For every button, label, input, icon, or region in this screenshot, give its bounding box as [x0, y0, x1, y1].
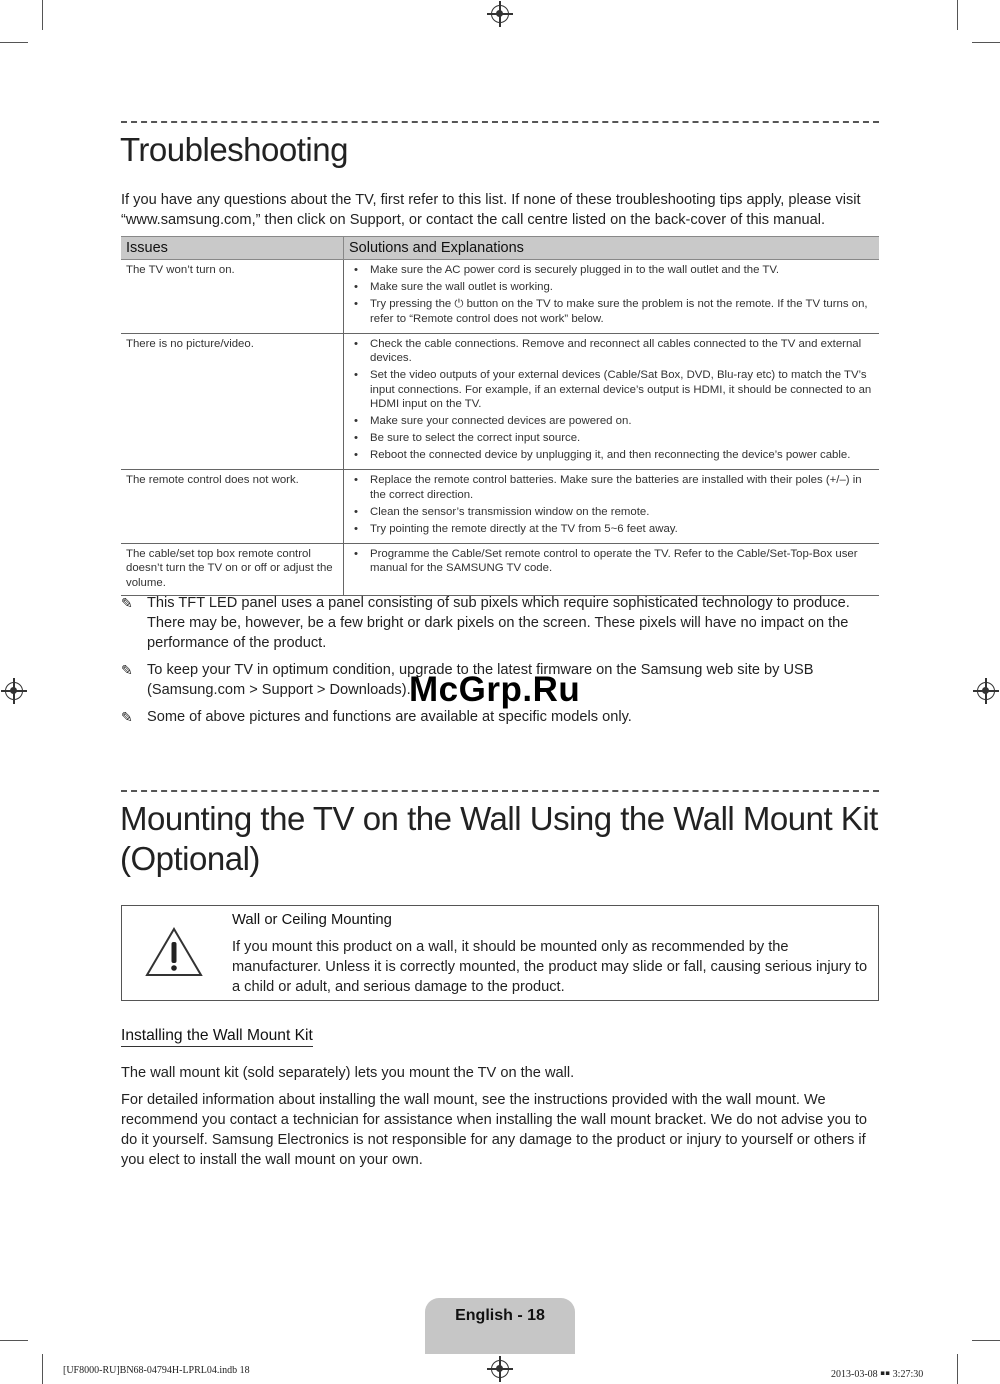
registration-mark-icon	[491, 1360, 509, 1378]
note-text: Some of above pictures and functions are available at specific models only.	[147, 709, 632, 725]
note-pencil-icon: ✎	[121, 595, 133, 611]
registration-mark-icon	[5, 682, 23, 700]
note-pencil-icon: ✎	[121, 709, 133, 725]
solution-item: • Check the cable connections. Remove and reconnect all cables connected to the TV and external devices.	[349, 337, 874, 366]
solution-item: • Make sure the AC power cord is securely plugged in to the wall outlet and the TV.	[349, 263, 874, 278]
page-label: English - 18	[455, 1307, 545, 1324]
table-row	[121, 543, 879, 595]
crop-mark	[0, 42, 28, 43]
wallmount-paragraph-1: The wall mount kit (sold separately) lets you mount the TV on the wall.	[121, 1065, 575, 1081]
troubleshooting-table	[121, 236, 879, 596]
issue-cell: The TV won’t turn on.	[121, 260, 344, 334]
note-item	[121, 593, 861, 653]
table-row	[121, 470, 879, 544]
issue-cell: There is no picture/video.	[121, 333, 344, 470]
warning-title: Wall or Ceiling Mounting	[232, 912, 392, 928]
table-row	[121, 260, 879, 334]
note-text: To keep your TV in optimum condition, upgrade to the latest firmware on the Samsung web site by USB (Samsung.com > Support > Downloads).	[147, 662, 814, 698]
solution-item: • Replace the remote control batteries. Make sure the batteries are installed with their poles (+/–) in the correct direction.	[349, 473, 874, 502]
note-text: This TFT LED panel uses a panel consisting of sub pixels which require sophisticated technology to produce. There may be, however, be a few bright or dark pixels on the screen. These pixels will have no impact on the performance of the product.	[147, 595, 850, 651]
solution-item: • Clean the sensor’s transmission window on the remote.	[349, 505, 874, 520]
note-item	[121, 707, 861, 727]
print-timestamp: 2013-03-08 ￭￭ 3:27:30	[831, 1369, 924, 1380]
issue-cell: The remote control does not work.	[121, 470, 344, 544]
installing-subheading: Installing the Wall Mount Kit	[121, 1027, 313, 1047]
solutions-cell	[344, 470, 880, 544]
crop-mark	[957, 1354, 958, 1384]
solution-item: • Make sure your connected devices are powered on.	[349, 414, 874, 429]
column-header-issues: Issues	[121, 237, 344, 260]
crop-mark	[972, 42, 1000, 43]
wallmount-paragraph-2: For detailed information about installing the wall mount, see the instructions provided with the wall mount. We recommend you contact a technician for assistance when installing the wall mount bracket. We do not advise you to do it yourself. Samsung Electronics is not responsible for any damage to the product or injury to yourself or others if you elect to install the wall mount on your own.	[121, 1092, 868, 1168]
table-row	[121, 333, 879, 470]
troubleshooting-title: Troubleshooting	[120, 131, 348, 168]
section-divider	[121, 790, 879, 792]
column-header-solutions: Solutions and Explanations	[344, 237, 880, 260]
crop-mark	[0, 1340, 28, 1341]
solutions-cell	[344, 543, 880, 595]
solution-item: • Try pressing the ⏻ button on the TV to make sure the problem is not the remote. If the TV turns on, refer to “Remote control does not work” below.	[349, 297, 874, 326]
crop-mark	[972, 1340, 1000, 1341]
solution-item: • Programme the Cable/Set remote control to operate the TV. Refer to the Cable/Set-Top-Box user manual for the SAMSUNG TV code.	[349, 547, 874, 576]
solutions-cell	[344, 260, 880, 334]
registration-mark-icon	[491, 5, 509, 23]
troubleshooting-intro: If you have any questions about the TV, first refer to this list. If none of these troubleshooting tips apply, please visit “www.samsung.com,” then click on Support, or contact the call centre listed on the back-cover of this manual.	[121, 192, 861, 228]
section-divider	[121, 121, 879, 123]
solution-item: • Set the video outputs of your external devices (Cable/Sat Box, DVD, Blu-ray etc) to match the TV’s input connections. For example, if an external device’s output is HDMI, it should be connected to an HDMI input on the TV.	[349, 368, 874, 412]
wallmount-title-line1: Mounting the TV on the Wall Using the Wall Mount Kit	[120, 800, 878, 837]
table-header-row	[121, 237, 879, 260]
solution-item: • Make sure the wall outlet is working.	[349, 280, 874, 295]
page-number-badge	[425, 1298, 575, 1354]
solution-item: • Reboot the connected device by unplugging it, and then reconnecting the device’s power cable.	[349, 448, 874, 463]
crop-mark	[957, 0, 958, 30]
file-info: [UF8000-RU]BN68-04794H-LPRL04.indb 18	[63, 1365, 250, 1376]
watermark-text: McGrp.Ru	[409, 670, 581, 709]
crop-mark	[42, 1354, 43, 1384]
solutions-cell	[344, 333, 880, 470]
issue-cell: The cable/set top box remote control doesn’t turn the TV on or off or adjust the volume.	[121, 543, 344, 595]
crop-mark	[42, 0, 43, 30]
warning-box	[121, 905, 879, 1001]
note-pencil-icon: ✎	[121, 662, 133, 678]
warning-triangle-icon	[144, 926, 204, 978]
warning-text: If you mount this product on a wall, it should be mounted only as recommended by the manufacturer. Unless it is correctly mounted, the product may slide or fall, causing serious injury to a child or adult, and serious damage to the product.	[232, 939, 868, 995]
solution-item: • Try pointing the remote directly at the TV from 5~6 feet away.	[349, 522, 874, 537]
solution-item: • Be sure to select the correct input source.	[349, 431, 874, 446]
wallmount-title-line2: (Optional)	[120, 840, 260, 877]
registration-mark-icon	[977, 682, 995, 700]
